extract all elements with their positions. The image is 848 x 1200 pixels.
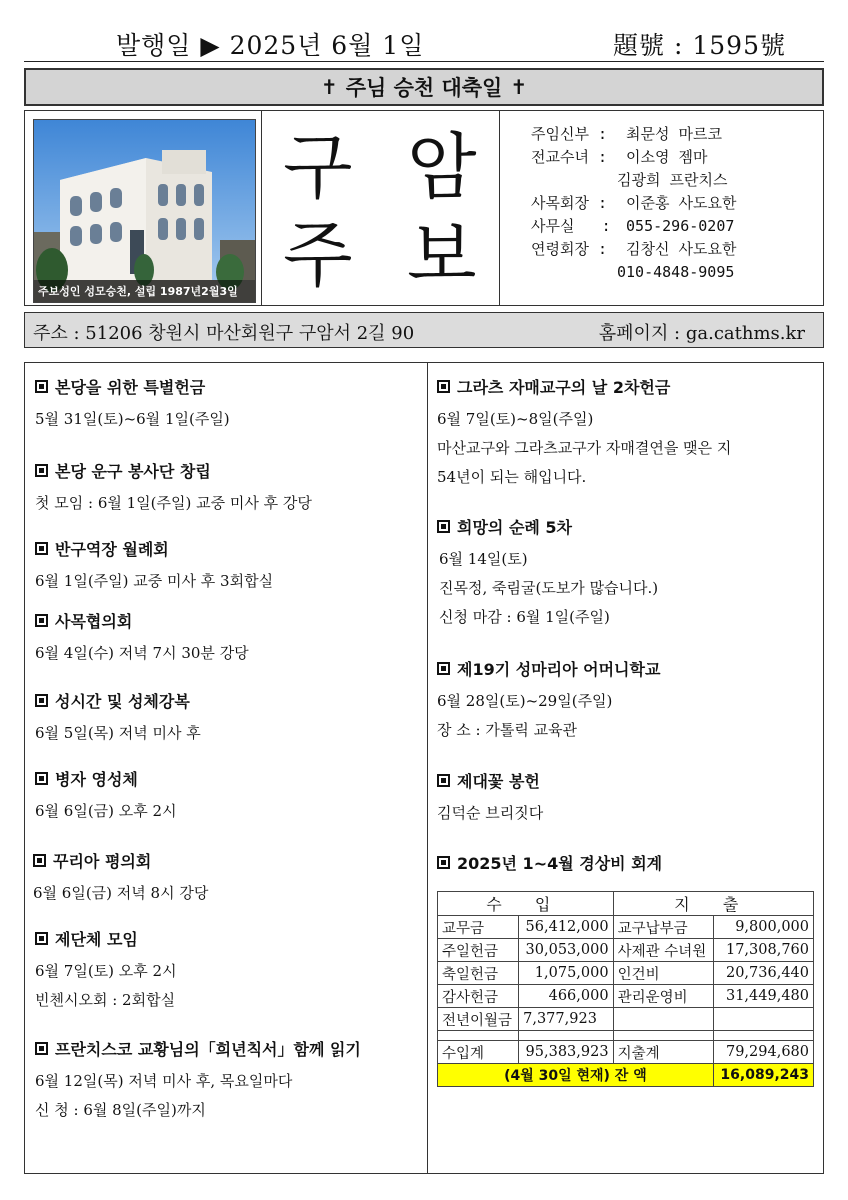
notice-line: 6월 14일(토) [439,550,528,568]
issue-header [24,22,824,62]
notice-title: 사목협의회 [55,612,133,631]
notice-line: 김덕순 브리짓다 [437,804,544,822]
notice-item [35,1037,361,1120]
notice-title: 본당 운구 봉사단 창립 [55,462,211,481]
notice-line: 6월 5일(목) 저녁 미사 후 [35,724,201,742]
notice-item [35,459,312,513]
notice-item [437,769,543,823]
notice-item [437,851,662,874]
masthead-divider [261,111,262,305]
notice-line: 6월 6일(금) 오후 2시 [35,802,177,820]
notice-line: 6월 28일(토)~29일(주일) [437,692,613,710]
checkbox-square-icon [35,694,48,707]
checkbox-square-icon [437,662,450,675]
notice-title: 병자 영성체 [55,770,138,789]
checkbox-square-icon [437,380,450,393]
church-building-image [34,120,256,303]
table-row: 축일헌금 1,075,000 인건비 20,736,440 [438,962,814,985]
notice-line: 진목정, 죽림굴(도보가 많습니다.) [439,579,659,597]
notice-line: 신 청 : 6월 8일(주일)까지 [35,1101,206,1119]
notice-title: 제대꽃 봉헌 [457,772,540,791]
checkbox-square-icon [437,856,450,869]
table-row: 감사헌금 466,000 관리운영비 31,449,480 [438,985,814,1008]
notice-title: 희망의 순례 5차 [457,518,573,537]
staff-row: 연령회장 : 김창신 사도요한 [531,240,737,258]
column-divider [427,363,428,1173]
notice-title: 그라츠 자매교구의 날 2차헌금 [457,378,671,397]
church-address: 주소 : 51206 창원시 마산회원구 구암서 2길 90 [33,323,415,344]
table-row: 교무금 56,412,000 교구납부금 9,800,000 [438,916,814,939]
notice-item [35,375,230,429]
notice-line: 6월 12일(목) 저녁 미사 후, 목요일마다 [35,1072,293,1090]
balance-value: 16,089,243 [713,1064,813,1087]
notice-title: 꾸리아 평의회 [53,852,152,871]
homepage-link[interactable]: 홈페이지 : ga.cathms.kr [598,323,805,344]
notice-line: 장 소 : 가톨릭 교육관 [437,721,578,739]
notice-title: 프란치스코 교황님의「희년칙서」함께 읽기 [55,1040,361,1059]
table-total-row: 수입계 95,383,923 지출계 79,294,680 [438,1041,814,1064]
checkbox-square-icon [35,614,48,627]
notice-line: 6월 7일(토)~8일(주일) [437,410,594,428]
checkbox-square-icon [35,1042,48,1055]
masthead [24,110,824,306]
notice-title: 본당을 위한 특별헌금 [55,378,206,397]
notice-line: 5월 31일(토)~6월 1일(주일) [35,410,230,428]
issue-number: 題號 : 1595號 [613,31,786,60]
table-header-row [438,892,814,916]
notice-title: 2025년 1~4월 경상비 회계 [457,854,663,873]
header-divider [24,61,824,62]
notice-title: 성시간 및 성체강복 [55,692,190,711]
balance-label: (4월 30일 현재) 잔 액 [438,1064,714,1087]
masthead-char: 구 [283,125,353,209]
staff-row: 사무실 : 055-296-0207 [531,217,735,235]
notice-line: 6월 7일(토) 오후 2시 [35,962,177,980]
cross-icon: ✝ [320,75,338,99]
notice-item [437,657,660,740]
masthead-char: 보 [407,213,477,297]
notice-line: 신청 마감 : 6월 1일(주일) [439,608,610,626]
photo-caption: 주보성인 성모승천, 설립 1987년2월3일 [34,280,255,302]
notice-line: 6월 1일(주일) 교중 미사 후 3회합실 [35,572,274,590]
notice-line: 54년이 되는 해입니다. [437,468,587,486]
checkbox-square-icon [35,542,48,555]
notice-item [35,537,273,591]
staff-row: 김광희 프란치스 [617,171,728,189]
checkbox-square-icon [437,520,450,533]
staff-row: 사목회장 : 이준홍 사도요한 [531,194,737,212]
notice-title: 제19기 성마리아 어머니학교 [457,660,661,679]
accounts-table [437,891,814,1087]
masthead-char: 주 [283,213,353,297]
checkbox-square-icon [35,772,48,785]
staff-list [531,123,737,284]
feast-title-banner [24,68,824,106]
notice-item [35,609,249,663]
masthead-char: 암 [407,125,477,209]
notice-line: 마산교구와 그라츠교구가 자매결연을 맺은 지 [437,439,732,457]
issue-date: 발행일 ▶ 2025년 6월 1일 [116,31,425,60]
checkbox-square-icon [35,932,48,945]
balance-row [438,1064,814,1087]
notice-title: 반구역장 월례회 [55,540,169,559]
staff-row: 010-4848-9095 [617,263,735,281]
notice-item [437,515,658,627]
notice-line: 6월 4일(수) 저녁 7시 30분 강당 [35,644,249,662]
cross-icon: ✝ [510,75,528,99]
table-row: 전년이월금 7,377,923 [438,1008,814,1031]
checkbox-square-icon [437,774,450,787]
notice-item [35,767,177,821]
notice-item [35,927,177,1010]
expense-header: 지 출 [613,892,813,916]
checkbox-square-icon [35,464,48,477]
notice-title: 제단체 모임 [55,930,138,949]
income-header: 수 입 [438,892,614,916]
notice-board [24,362,824,1174]
feast-title: 주님 승천 대축일 [345,76,503,100]
checkbox-square-icon [33,854,46,867]
notice-item [35,689,201,743]
notice-line: 첫 모임 : 6월 1일(주일) 교중 미사 후 강당 [35,494,312,512]
staff-row: 주임신부 : 최문성 마르코 [531,125,723,143]
table-spacer-row [438,1031,814,1041]
church-photo [33,119,256,303]
notice-item [33,849,208,903]
notice-item [437,375,731,487]
notice-line: 빈첸시오회 : 2회합실 [35,991,176,1009]
masthead-divider [499,111,500,305]
staff-row: 전교수녀 : 이소영 젬마 [531,148,708,166]
checkbox-square-icon [35,380,48,393]
table-row: 주일헌금 30,053,000 사제관 수녀원 17,308,760 [438,939,814,962]
notice-line: 6월 6일(금) 저녁 8시 강당 [33,884,209,902]
address-bar [24,312,824,348]
